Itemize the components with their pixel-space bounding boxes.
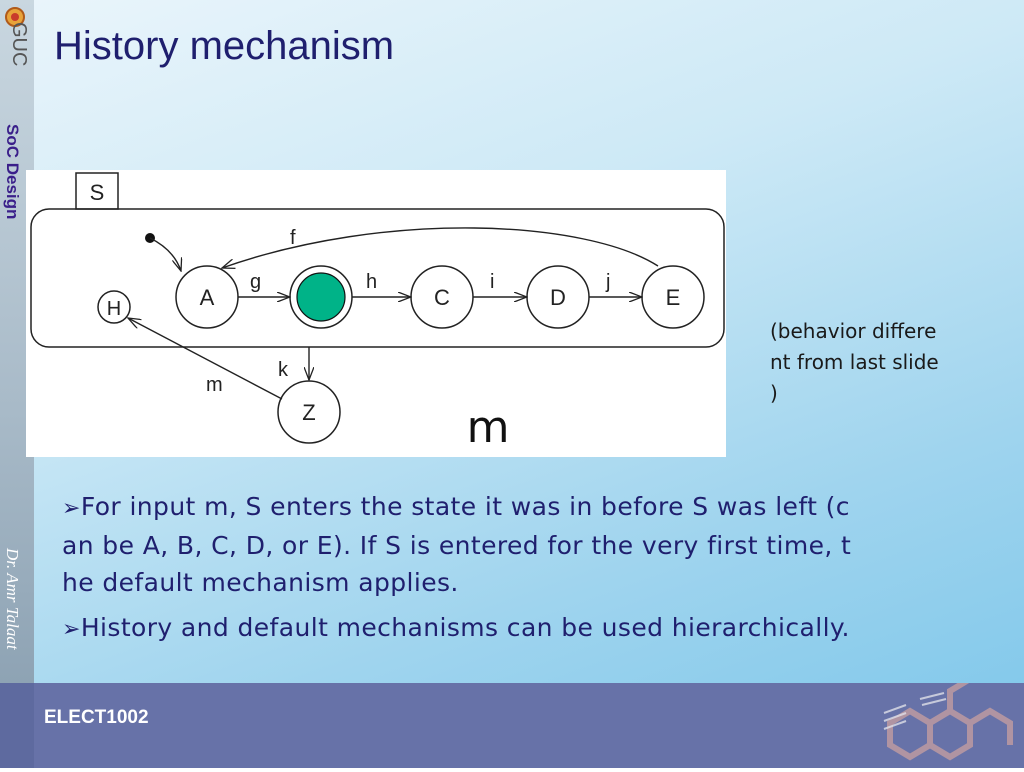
label-h: h [366, 271, 378, 293]
label-j: j [606, 271, 611, 293]
state-z-label: Z [302, 400, 316, 425]
bullet-arrow-icon: ➢ [62, 617, 81, 642]
vertical-course-title: SoC Design [3, 124, 22, 220]
statechart-diagram [26, 170, 726, 457]
side-note-line: nt from last slide [770, 350, 939, 374]
slide-title: History mechanism [54, 24, 395, 68]
side-note-line: ) [770, 381, 778, 405]
bullet-text: History and default mechanisms can be used hierarchically. [80, 613, 850, 642]
bullet-text: an be A, B, C, D, or E). If S is entered for the very first time, t [62, 531, 852, 560]
molecule-decoration-icon [870, 683, 1024, 768]
side-note-line: (behavior differe [770, 319, 937, 343]
superstate-s [31, 209, 724, 347]
superstate-label: S [89, 180, 105, 205]
footer-course-code: ELECT1002 [44, 707, 149, 728]
bullet-text: For input m, S enters the state it was in before S was left (c [80, 492, 850, 521]
footer-corner [0, 683, 34, 768]
logo-text: GUC [8, 22, 30, 67]
bullet-item [62, 609, 972, 648]
guc-logo [3, 4, 31, 82]
footer-decoration [870, 683, 1024, 768]
default-transition [150, 238, 181, 271]
input-m-label: m [466, 402, 510, 453]
state-d-label: D [550, 285, 566, 310]
bullet-arrow-icon: ➢ [62, 496, 81, 521]
label-g: g [250, 271, 262, 293]
bullet-item [62, 488, 972, 601]
transition-f [222, 228, 658, 268]
side-note [770, 316, 975, 409]
state-e-label: E [665, 285, 681, 310]
state-c-label: C [434, 285, 450, 310]
vertical-author: Dr. Amr Talaat [3, 548, 22, 650]
label-m: m [206, 374, 223, 396]
bullet-text: he default mechanism applies. [62, 568, 459, 597]
label-i: i [490, 271, 495, 293]
history-state-label: H [106, 298, 122, 320]
state-a-label: A [199, 285, 215, 310]
state-b-active-fill [297, 273, 345, 321]
label-f: f [290, 227, 296, 249]
bullet-list [62, 488, 972, 656]
transition-m [128, 318, 282, 399]
label-k: k [278, 359, 288, 381]
statechart-svg [26, 170, 726, 457]
